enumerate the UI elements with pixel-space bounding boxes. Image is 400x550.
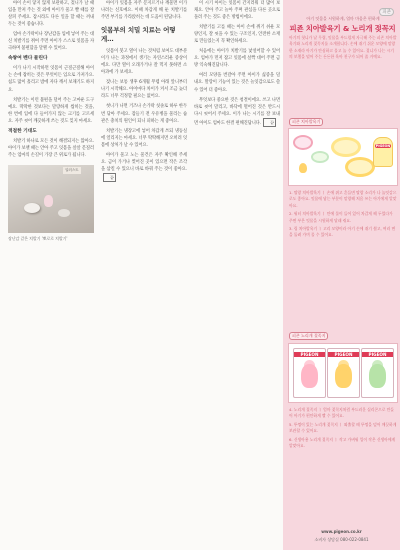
ring-teether-icon xyxy=(331,137,361,157)
article-column-2 xyxy=(101,0,187,185)
teether-shape xyxy=(24,203,40,213)
list-item: 5. 뚜껑이 있는 노리개 젖꼭지 ㅣ 외출할 때 뚜껑을 덮어 깨끗하게 보관할 수 있어요. xyxy=(289,421,397,434)
ad-kicker: 아기 잇몸을 시원하게, 엄마 마음은 편하게 xyxy=(306,16,380,21)
brand-label: PIGEON xyxy=(375,144,391,148)
paragraph: 이가 나기 시작하면 잇몸이 근질근질해 아이는 손에 잡히는 것은 무엇이든 입으로 가져가요. 침도 많이 흘리고 밤에 자다 깨서 보채기도 하지요. xyxy=(8,66,94,93)
brand-label: PIGEON xyxy=(362,352,393,357)
paragraph: 엄마 손가락이나 장난감을 입에 넣어 주는 대신 치발기를 쥐여 주면 아이가 스스로 잇몸을 자극하며 불편함을 달랠 수 있어요. xyxy=(8,32,94,52)
teether-icon xyxy=(311,151,329,163)
brand-label: PIGEON xyxy=(328,352,359,357)
section-label-text: 피죤 치아발육기 xyxy=(289,118,323,126)
paragraph: 잇몸이 붓고 열이 나는 것처럼 보여도 대부분 이가 나는 과정에서 생기는 자연스러운 증상이에요. 다만 열이 오래가거나 잘 먹지 못하면 소아과에 가 보세요. xyxy=(101,49,187,76)
end-mark: 끝 xyxy=(103,173,116,182)
paragraph xyxy=(101,152,187,182)
teether-shape xyxy=(44,195,53,207)
paragraph: 치발기를 고를 때는 아이 손에 쥐기 쉬운 모양인지, 잘 씻을 수 있는 구조인지, 안전한 소재로 만들었는지 꼭 확인하세요. xyxy=(194,25,280,45)
teether-products-image xyxy=(288,128,398,186)
pacifier-package xyxy=(293,348,326,398)
paragraph: 아이 손이 닿지 않게 보관하고, 젖니가 날 때 입을 만져 주는 것 외에 아이가 물고 빨 때를 잘 살펴 주세요. 잠시라도 다른 일을 할 때는 꺼내 두는 것이 좋습니다. xyxy=(8,1,94,28)
teether-shape xyxy=(58,209,70,217)
section-subheading: 적절한 기대도 xyxy=(8,128,37,134)
ad-title: 피죤 치아발육기 & 노리개 젖꼭지 xyxy=(289,24,396,33)
paragraph xyxy=(194,97,280,127)
brand-label: PIGEON xyxy=(294,352,325,357)
pacifier-icon xyxy=(335,364,352,388)
pacifier-package xyxy=(361,348,394,398)
paragraph-text: 아이가 물고 노는 물건은 자주 확인해 주세요. 금이 가거나 찢어진 곳이 있으면 작은 조각을 삼킬 수 있으니 바로 바꿔 주는 것이 좋아요. xyxy=(101,152,187,172)
list-item: 3. 링 치아발육기 ㅣ 고리 모양이라 아기 손에 쥐기 쉽고, 여러 면을 돌려 가며 물 수 있어요. xyxy=(289,226,396,238)
article-column-1 xyxy=(8,0,94,245)
pacifier-products-image xyxy=(288,343,398,403)
paragraph: 젖니는 보통 생후 6개월 무렵 아래 앞니부터 나기 시작해요. 아이마다 차이가 커서 조금 늦더라도 너무 걱정할 필요는 없어요. xyxy=(101,80,187,100)
article-column-3 xyxy=(194,0,280,130)
list-item: 2. 워터 치아발육기 ㅣ 안에 물이 들어 있어 차갑게 해 두었다가 주면 부은 잇몸을 시원하게 달래 줘요. xyxy=(289,211,393,223)
article-headline: 잇몸부의 치밀 치료는 어떻게… xyxy=(101,26,176,44)
section-label-pacifier xyxy=(289,332,393,340)
section-label-text: 피죤 노리개 젖꼭지 xyxy=(289,332,328,340)
teether-product-list xyxy=(289,190,397,241)
paragraph: 아이가 잇몸을 자주 문지르거나 깨물면 이가 나려는 신호예요. 이때 차갑게 해 둔 치발기를 주면 부기를 가라앉히는 데 도움이 된답니다. xyxy=(101,1,187,21)
water-teether-icon xyxy=(373,137,393,167)
paragraph-text: 무엇보다 중요한 것은 청결이에요. 쓰고 나면 바로 씻어 말리고, 바닥에 떨어진 것은 반드시 다시 씻어서 주세요. 이가 나는 시기를 잘 보내면 아이도 엄마도 한결 편해진답니다. xyxy=(194,97,280,126)
pacifier-icon xyxy=(293,135,313,150)
list-item: 6. 신생아용 노리개 젖꼭지 ㅣ 작고 가벼워 입이 작은 신생아에게 알맞아요. xyxy=(289,436,396,449)
contact-line: 소비자 상담실 080-022-0841 xyxy=(314,537,369,542)
end-mark: 끝 xyxy=(263,118,276,127)
paragraph: 치발기는 이런 불편을 덜어 주는 고마운 도구예요. 딱딱한 것보다는 말랑하게 씹히는 것을, 한 번에 입에 다 들어가지 않는 크기를 고르세요. 자주 씻어 깨끗하게 쓰는 것도 잊지 마세요. xyxy=(8,97,94,124)
product-ad-panel xyxy=(283,0,400,550)
paragraph: 처음에는 아이가 치발기를 낯설어할 수 있어요. 엄마가 먼저 잡고 잇몸에 살짝 대어 주면 금방 익숙해진답니다. xyxy=(194,49,280,69)
website-url: www.pigeon.co.kr xyxy=(321,529,362,534)
pacifier-icon xyxy=(369,364,386,388)
list-item: 1. 딸랑 치아발육기 ㅣ 손에 쥐고 흔들면 딸랑 소리가 나 놀잇감으로도 좋아요. 잇몸에 닿는 부분이 말랑해 처음 쓰는 아기에게 알맞아요. xyxy=(289,190,397,208)
teether-photo xyxy=(8,165,94,233)
section-label-teether xyxy=(289,118,393,126)
paragraph: 여러 모양을 번갈아 주면 아이가 싫증을 덜 내요. 딸랑이 기능이 있는 것은 놀잇감으로도 쓸 수 있어 더 좋아요. xyxy=(194,73,280,93)
pacifier-package xyxy=(327,348,360,398)
pacifier-product-list xyxy=(289,407,397,451)
paragraph: 치발기 하나로 모든 것이 해결되지는 않아요. 아이가 보챌 때는 안아 주고 잇몸을 살살 문질러 주는 엄마의 손길이 가장 큰 위로가 됩니다. xyxy=(8,138,94,158)
brand-logo: 피죤 xyxy=(379,8,394,16)
ring-teether-icon xyxy=(345,157,375,177)
paragraph: 치발기는 냉장고에 넣어 차갑게 쓰되 냉동실에 얼리지는 마세요. 너무 딱딱해지면 오히려 잇몸에 상처가 날 수 있어요. xyxy=(101,128,187,148)
photo-caption: 장난감 같은 치발기 '뽀로로 치발기' xyxy=(8,235,68,241)
photo-tag: 일러스트 xyxy=(63,167,81,174)
section-heading: 속쌓여 벤다 물린다 xyxy=(8,56,48,62)
teether-icon xyxy=(299,163,307,173)
paragraph: 이 시기 아이는 잇몸이 간지러워 더 많이 보채요. 안아 주고 놀아 주며 관심을 다른 곳으로 돌려 주는 것도 좋은 방법이에요. xyxy=(194,1,280,21)
pacifier-icon xyxy=(301,364,318,388)
list-item: 4. 노리개 젖꼭지 ㅣ 엄마 젖꼭지처럼 부드러운 실리콘으로 만들어 아기가 편안하게 빨 수 있어요. xyxy=(289,407,394,419)
ad-intro: 아기의 첫니가 날 무렵, 잇몸을 부드럽게 자극해 주는 피죤 치아발육기와 노리개 젖꼭지를 소개합니다. 손에 쥐기 쉬운 모양에 말랑한 소재라 아기가 안심하고 물고 놀 수 있어요. 젖니가 나는 시기의 보챔을 덜어 주는 든든한 육아 친구가 되어 줄 거예요. xyxy=(289,35,397,60)
paragraph: 첫니가 나면 거즈나 손가락 칫솔로 하루 한두 번 닦아 주세요. 잠들기 전 우유병을 물리는 습관은 충치의 원인이 되니 피하는 게 좋아요. xyxy=(101,104,187,124)
